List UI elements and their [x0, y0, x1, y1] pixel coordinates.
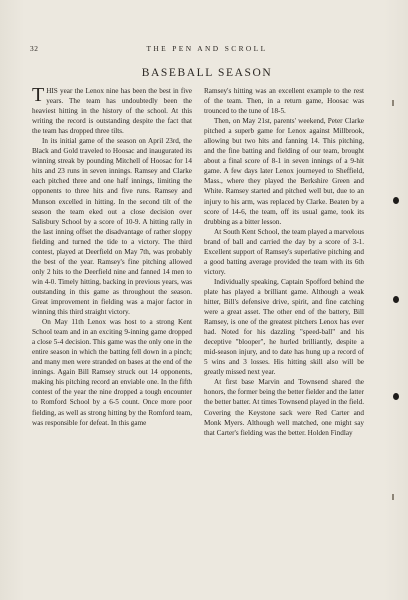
page-number: 32 — [30, 44, 39, 53]
paragraph: At South Kent School, the team played a marvelous brand of ball and carried the day by a score of 3-1. Excellent support of Ramsey's superlative pitching and a good batting average provided the team with its 6th victory. — [204, 227, 364, 276]
right-column — [204, 86, 364, 438]
left-column — [32, 86, 192, 428]
margin-mark — [392, 494, 394, 500]
binding-hole — [393, 393, 399, 400]
binding-hole — [393, 296, 399, 303]
drop-cap: T — [32, 84, 45, 106]
article-title: BASEBALL SEASON — [141, 67, 273, 79]
paragraph: Ramsey's hitting was an excellent example to the rest of the team. Then, in a return game, Hoosac was trounced to the tune of 18-5. — [204, 87, 364, 116]
running-head — [30, 44, 384, 56]
binding-hole — [393, 197, 399, 204]
margin-mark — [392, 100, 394, 106]
paragraph: Then, on May 21st, parents' weekend, Peter Clarke pitched a superb game for Lenox against Millbrook, allowing but two hits and fanning 14. This pitching, and the fine batting and fielding of our team, brought about a final score of 8-1 in seven innings of a 9-hit game. A few days later Lenox journeyed to Sheffield, Mass., where they played the Berkshire Green and White. Ramsey started and pitched well but, due to an injury to his arm, was replaced by Clarke. Beaten by a score of 14-6, the team, off its usual game, took its drubbing as a bitter lesson. — [204, 117, 364, 226]
paragraph: In its initial game of the season on April 23rd, the Black and Gold traveled to Hoosac and inaugurated its winning streak by pounding Mitchell of Hoosac for 14 hits and 23 runs in seven innings. Ramsey and Clarke each pitched three and one half innings, limiting the opponents to three hits and five runs. Ramsey and Munson excelled in hitting. In the second tilt of the season the team eked out a close decision over Salisbury School by a score of 10-9. A hitting rally in the last inning offset the disadvantage of rather sloppy fielding and turned the tide to a victory. The third contest, played at Deerfield on May 7th, was probably the best of the year. Ramsey's fine pitching allowed only 2 hits to the Deerfield nine and fanned 14 men to win 4-0. Timely hitting, backing in previous years, was outstanding in this game as throughout the season. Great improvement in fielding was a major factor in winning this third straight victory. — [32, 137, 192, 317]
paragraph — [32, 86, 192, 136]
paragraph: On May 11th Lenox was host to a strong Kent School team and in an exciting 9-inning game dropped a close 5-4 decision. This game was the only one in the entire season in which the batting fell down in a pinch; and many men were stranded on bases at the end of the innings. Again Bill Ramsey struck out 14 opponents, making his pitching record an enviable one. In the fifth contest of the year the nine dropped a tough encounter to Romford School by a 6-5 count. Once more poor fielding, as well as strong hitting by the Romford team, was responsible for defeat. In this game — [32, 318, 192, 427]
paragraph: Individually speaking, Captain Spofford behind the plate has played a brilliant game. Although a weak hitter, Bill's defensive drive, spirit, and fine catching were a great asset. The other end of the battery, Bill Ramsey, is one of the greatest pitchers Lenox has ever had. Noted for his dazzling "speed-ball" and his deceptive "blooper", he hurled brilliantly, despite a mid-season injury, and to date has hung up a record of 5 wins and 3 losses. His hitting skill also will be greatly missed next year. — [204, 277, 364, 377]
journal-title: THE PEN AND SCROLL — [146, 44, 268, 53]
paragraph: At first base Marvin and Townsend shared the honors, the former being the better fielder and the latter the better batter. At times Townsend played in the field. Covering the Keystone sack were Red Carter and Monk Myers. Although well matched, one might say that Carter's fielding was the better. Holden Findlay — [204, 378, 364, 437]
paragraph-text: HIS year the Lenox nine has been the best in five years. The team has undoubtedly been the heaviest hitting in the history of the school. At this writing the record is outstanding despite the fact that the team has dropped three tilts. — [32, 87, 192, 136]
